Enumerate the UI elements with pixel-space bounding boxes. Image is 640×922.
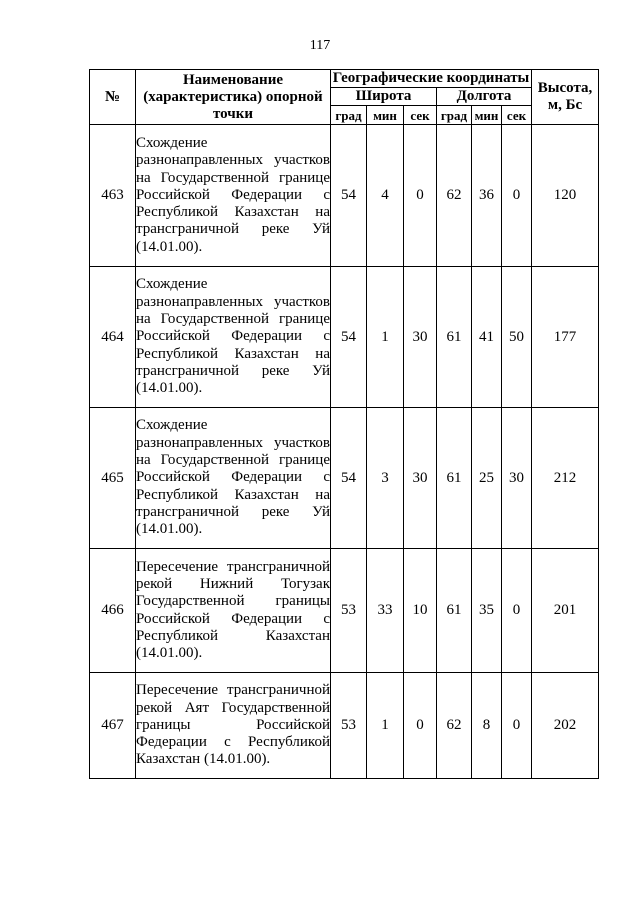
row-description: Пересечение трансграничной рекой Аят Государственной границы Российской Федерации с Республикой Казахстан (14.01.00). [136,673,331,779]
lat-min: 1 [367,267,404,408]
lat-sec: 30 [404,408,437,549]
lat-sec: 30 [404,267,437,408]
lon-sec: 0 [502,673,532,779]
header-num: № [90,70,136,125]
lat-deg: 53 [331,549,367,673]
lat-sec: 10 [404,549,437,673]
lon-deg: 62 [437,673,472,779]
height: 201 [532,549,599,673]
header-longitude: Долгота [437,88,532,106]
lat-min: 4 [367,125,404,267]
row-num: 466 [90,549,136,673]
control-points-table [89,69,599,779]
height: 120 [532,125,599,267]
table-row [90,549,599,673]
lon-min: 41 [472,267,502,408]
lon-deg: 61 [437,408,472,549]
header-lon-sec: сек [502,106,532,125]
table-row [90,267,599,408]
page-number: 117 [309,38,331,53]
row-description: Схождение разнонаправленных участков на Государственной границе Российской Федерации с Республикой Казахстан на трансграничной реке Уй (14.01.00). [136,125,331,267]
row-description: Схождение разнонаправленных участков на Государственной границе Российской Федерации с Республикой Казахстан на трансграничной реке Уй (14.01.00). [136,408,331,549]
header-lon-deg: град [437,106,472,125]
header-lat-sec: сек [404,106,437,125]
row-num: 464 [90,267,136,408]
header-lon-min: мин [472,106,502,125]
header-height: Высота, м, Бс [532,70,599,125]
row-num: 467 [90,673,136,779]
lon-sec: 50 [502,267,532,408]
header-name: Наименование (характеристика) опорной точки [136,70,331,125]
header-lat-deg: град [331,106,367,125]
header-coords: Географические координаты [331,70,532,88]
lon-deg: 62 [437,125,472,267]
lat-min: 3 [367,408,404,549]
row-description: Пересечение трансграничной рекой Нижний Тогузак Государственной границы Российской Федерации с Республикой Казахстан (14.01.00). [136,549,331,673]
row-num: 463 [90,125,136,267]
height: 202 [532,673,599,779]
lat-min: 1 [367,673,404,779]
lon-min: 35 [472,549,502,673]
lon-min: 36 [472,125,502,267]
table-row [90,408,599,549]
lon-deg: 61 [437,267,472,408]
lat-sec: 0 [404,673,437,779]
lon-sec: 0 [502,125,532,267]
lon-deg: 61 [437,549,472,673]
row-num: 465 [90,408,136,549]
lon-sec: 0 [502,549,532,673]
lon-min: 8 [472,673,502,779]
table-row [90,125,599,267]
lat-sec: 0 [404,125,437,267]
row-description: Схождение разнонаправленных участков на Государственной границе Российской Федерации с Республикой Казахстан на трансграничной реке Уй (14.01.00). [136,267,331,408]
lon-min: 25 [472,408,502,549]
lat-deg: 53 [331,673,367,779]
table-row [90,673,599,779]
lat-deg: 54 [331,267,367,408]
header-lat-min: мин [367,106,404,125]
lat-min: 33 [367,549,404,673]
height: 212 [532,408,599,549]
height: 177 [532,267,599,408]
lat-deg: 54 [331,125,367,267]
header-latitude: Широта [331,88,437,106]
lon-sec: 30 [502,408,532,549]
lat-deg: 54 [331,408,367,549]
